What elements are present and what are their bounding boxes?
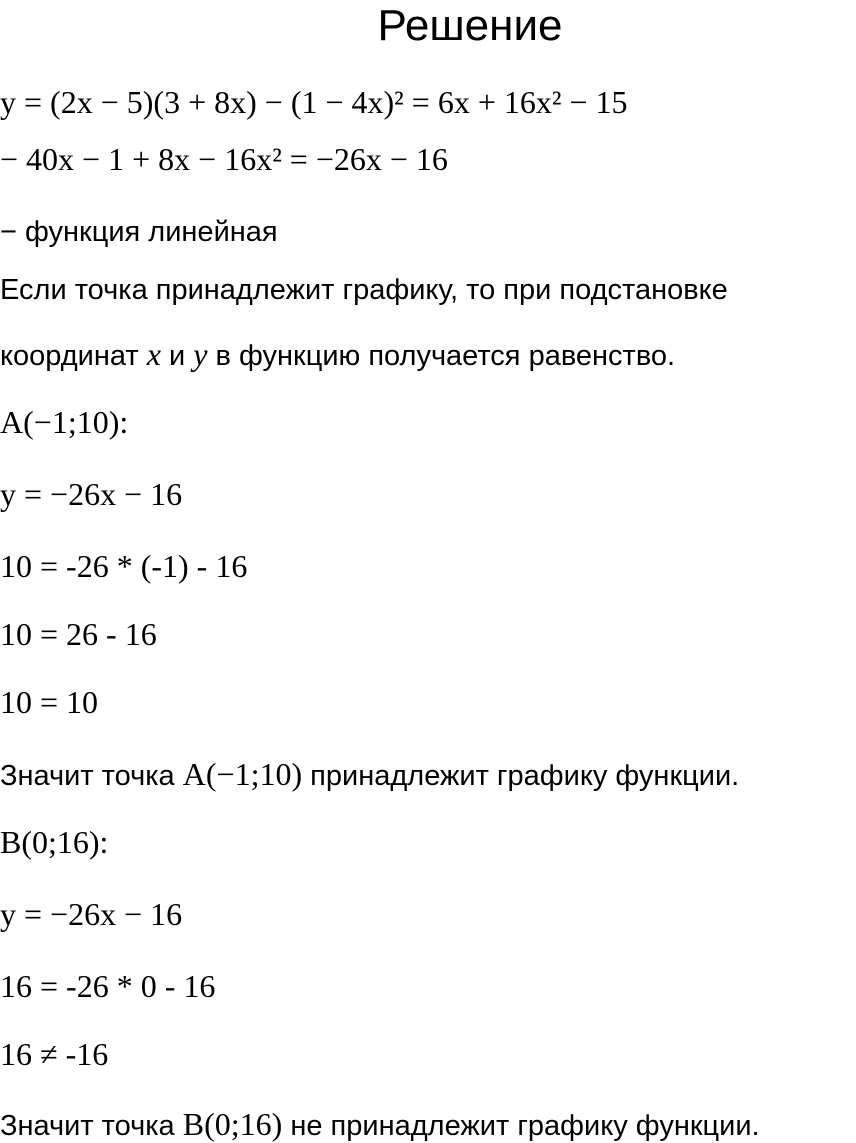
function-note: − функция линейная xyxy=(0,216,278,248)
point-b-conclusion xyxy=(0,1108,760,1141)
point-b-ref: B(0;16) xyxy=(182,1106,283,1142)
rule-var-y: y xyxy=(193,336,208,372)
rule-and: и xyxy=(168,340,186,372)
rule-line-2-suffix: в функцию получается равенство. xyxy=(215,340,676,372)
point-a-label: A(−1;10): xyxy=(0,404,129,440)
rule-line-2-prefix: координат xyxy=(0,340,139,372)
page-title: Решение xyxy=(377,1,563,50)
point-a-step-4: 10 = 10 xyxy=(0,684,99,720)
point-b-conclusion-suffix: не принадлежит графику функции. xyxy=(290,1110,760,1142)
rule-line-1: Если точка принадлежит графику, то при подстановке xyxy=(0,274,728,306)
point-a-ref: A(−1;10) xyxy=(182,756,303,792)
point-b-conclusion-prefix: Значит точка xyxy=(0,1110,175,1142)
point-a-conclusion xyxy=(0,758,739,791)
equation-line-1: y = (2x − 5)(3 + 8x) − (1 − 4x)² = 6x + 16x² − 15 xyxy=(0,84,628,120)
point-a-step-3: 10 = 26 - 16 xyxy=(0,616,157,652)
point-b-step-2: 16 = -26 * 0 - 16 xyxy=(0,968,216,1004)
point-a-conclusion-prefix: Значит точка xyxy=(0,760,175,792)
equation-line-2: − 40x − 1 + 8x − 16x² = −26x − 16 xyxy=(0,141,448,177)
point-a-step-1: y = −26x − 16 xyxy=(0,476,183,512)
point-b-step-3: 16 ≠ -16 xyxy=(0,1036,109,1072)
point-b-label: B(0;16): xyxy=(0,824,109,860)
point-a-conclusion-suffix: принадлежит графику функции. xyxy=(310,760,740,792)
point-a-step-2: 10 = -26 * (-1) - 16 xyxy=(0,548,248,584)
rule-var-x: x xyxy=(146,336,161,372)
rule-line-2 xyxy=(0,338,675,371)
point-b-step-1: y = −26x − 16 xyxy=(0,896,183,932)
